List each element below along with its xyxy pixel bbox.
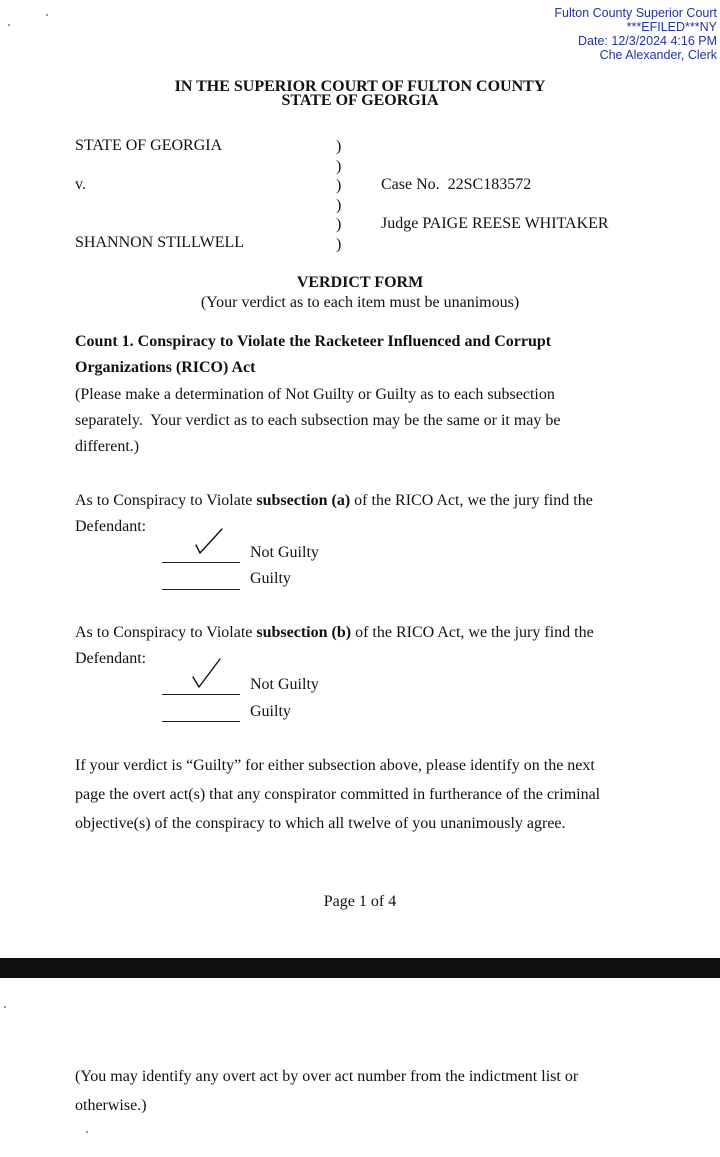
court-state: STATE OF GEORGIA bbox=[281, 92, 439, 109]
subsection-b-not-guilty-blank[interactable] bbox=[162, 694, 240, 695]
stamp-date: Date: 12/3/2024 4:16 PM bbox=[578, 34, 717, 48]
caption-parentheses bbox=[336, 137, 350, 255]
subsection-b-question bbox=[75, 624, 645, 642]
subsection-a-defendant: Defendant: bbox=[75, 518, 147, 535]
case-number: Case No. 22SC183572 bbox=[381, 176, 532, 193]
subsection-a-guilty-blank[interactable] bbox=[162, 589, 240, 590]
judge-name: Judge PAIGE REESE WHITAKER bbox=[381, 215, 609, 232]
paren: ) bbox=[336, 235, 342, 253]
overt-act-note: (You may identify any overt act by over act number from the indictment list or bbox=[75, 1068, 579, 1085]
count-instructions-cont: separately. Your verdict as to each subsection may be the same or it may be bbox=[75, 412, 561, 429]
stamp-court: Fulton County Superior Court bbox=[554, 6, 717, 20]
subsection-a-question bbox=[75, 492, 645, 510]
count-instructions-end: different.) bbox=[75, 438, 140, 455]
verdict-form-subtitle: (Your verdict as to each item must be unanimous) bbox=[200, 294, 520, 311]
subsection-a-post: of the RICO Act, we the jury find the bbox=[350, 492, 593, 509]
subsection-a-not-guilty-label: Not Guilty bbox=[250, 544, 319, 561]
count-heading-cont: Organizations (RICO) Act bbox=[75, 359, 256, 376]
subsection-b-label: subsection (b) bbox=[256, 624, 352, 641]
stamp-efiled: ***EFILED***NY bbox=[626, 20, 717, 34]
subsection-b-defendant: Defendant: bbox=[75, 650, 147, 667]
paren: ) bbox=[336, 177, 342, 195]
guilty-instructions-end: objective(s) of the conspiracy to which all twelve of you unanimously agree. bbox=[75, 815, 566, 832]
subsection-b-post: of the RICO Act, we the jury find the bbox=[351, 624, 594, 641]
subsection-b-guilty-label: Guilty bbox=[250, 703, 291, 720]
subsection-a-guilty-label: Guilty bbox=[250, 570, 291, 587]
efile-stamp bbox=[554, 6, 717, 62]
subsection-b-not-guilty-label: Not Guilty bbox=[250, 676, 319, 693]
page-separator bbox=[0, 958, 720, 978]
paren: ) bbox=[336, 138, 342, 155]
paren: ) bbox=[336, 157, 342, 175]
scan-speck bbox=[46, 14, 48, 16]
scan-speck bbox=[8, 24, 10, 26]
subsection-b-pre: As to Conspiracy to Violate bbox=[75, 624, 257, 641]
subsection-a-not-guilty-blank[interactable] bbox=[162, 562, 240, 563]
checkmark-icon bbox=[186, 656, 226, 692]
versus-label: v. bbox=[75, 176, 86, 193]
overt-act-note-cont: otherwise.) bbox=[75, 1097, 147, 1114]
scan-speck bbox=[86, 1131, 88, 1133]
guilty-instructions: If your verdict is “Guilty” for either subsection above, please identify on the next bbox=[75, 757, 595, 774]
plaintiff-name: STATE OF GEORGIA bbox=[75, 137, 223, 154]
stamp-clerk: Che Alexander, Clerk bbox=[599, 48, 717, 62]
scan-speck bbox=[4, 1006, 6, 1008]
count-instructions: (Please make a determination of Not Guilty or Guilty as to each subsection bbox=[75, 386, 555, 403]
checkmark-icon bbox=[188, 526, 228, 562]
subsection-a-label: subsection (a) bbox=[256, 492, 351, 509]
court-heading: IN THE SUPERIOR COURT OF FULTON COUNTY bbox=[174, 78, 546, 95]
defendant-name: SHANNON STILLWELL bbox=[75, 234, 245, 251]
verdict-form-title: VERDICT FORM bbox=[296, 274, 424, 291]
subsection-a-pre: As to Conspiracy to Violate bbox=[75, 492, 257, 509]
page-number: Page 1 of 4 bbox=[323, 893, 397, 910]
count-heading: Count 1. Conspiracy to Violate the Racketeer Influenced and Corrupt bbox=[75, 333, 552, 350]
guilty-instructions-cont: page the overt act(s) that any conspirator committed in furtherance of the criminal bbox=[75, 786, 601, 803]
subsection-b-guilty-blank[interactable] bbox=[162, 721, 240, 722]
paren: ) bbox=[336, 196, 342, 214]
paren: ) bbox=[336, 216, 342, 234]
